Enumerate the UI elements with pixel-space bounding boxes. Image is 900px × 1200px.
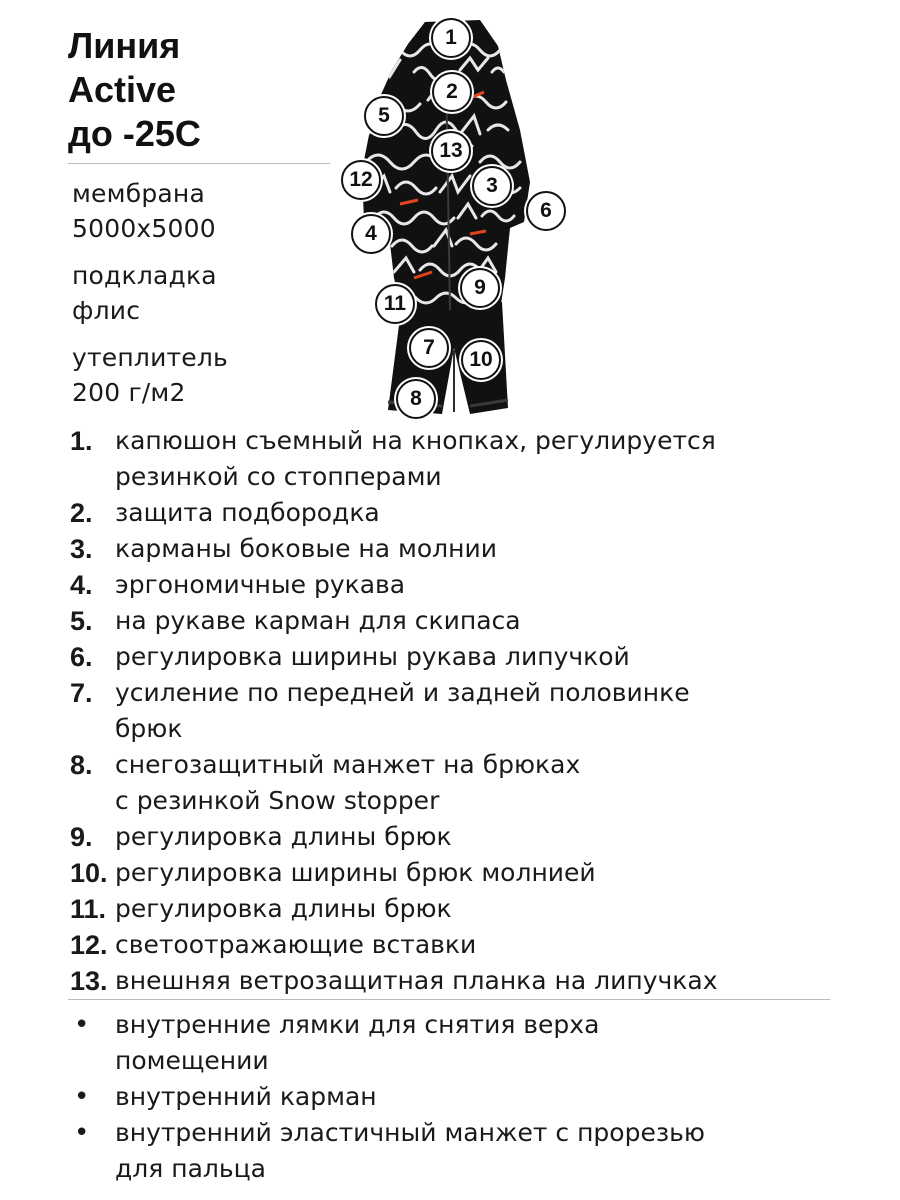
feature-text: регулировка длины брюк (115, 822, 452, 851)
feature-text: карманы боковые на молнии (115, 534, 497, 563)
spec-value: флис (72, 296, 141, 325)
extra-feature-item (70, 1079, 890, 1115)
feature-text: резинкой со стопперами (115, 462, 442, 491)
spec-label: подкладка (72, 261, 217, 290)
feature-text: эргономичные рукава (115, 570, 406, 599)
feature-item (70, 855, 890, 891)
callout-marker: 2 (432, 72, 472, 112)
feature-item (70, 927, 890, 963)
feature-text: брюк (115, 714, 183, 743)
feature-text: внешняя ветрозащитная планка на липучках (115, 966, 718, 995)
callout-marker: 9 (460, 268, 500, 308)
callout-marker: 6 (526, 191, 566, 231)
product-line-title (68, 24, 201, 156)
extra-feature-item (70, 1115, 890, 1187)
feature-number: 13. (70, 966, 108, 996)
callout-marker: 11 (375, 284, 415, 324)
callout-marker: 7 (409, 328, 449, 368)
spec-label: мембрана (72, 179, 205, 208)
bullet-icon: • (74, 1118, 90, 1148)
feature-number: 3. (70, 534, 93, 564)
feature-number: 11. (70, 894, 107, 924)
bullet-icon: • (74, 1010, 90, 1040)
feature-item (70, 423, 890, 495)
callout-marker: 1 (431, 18, 471, 58)
title-divider (68, 163, 330, 164)
feature-text: светоотражающие вставки (115, 930, 477, 959)
extra-feature-text: для пальца (115, 1154, 266, 1183)
feature-item (70, 495, 890, 531)
feature-number: 12. (70, 930, 108, 960)
callout-marker: 3 (472, 166, 512, 206)
extra-feature-text: помещении (115, 1046, 269, 1075)
feature-item (70, 603, 890, 639)
callout-marker: 10 (461, 340, 501, 380)
bullet-icon: • (74, 1082, 90, 1112)
feature-text: на рукаве карман для скипаса (115, 606, 521, 635)
feature-item (70, 963, 890, 999)
feature-text: регулировка ширины брюк молнией (115, 858, 596, 887)
callout-marker: 13 (431, 131, 471, 171)
feature-item (70, 639, 890, 675)
spec-lining (72, 258, 228, 328)
spec-insulation (72, 340, 228, 410)
spec-value: 200 г/м2 (72, 378, 186, 407)
feature-text: снегозащитный манжет на брюках (115, 750, 581, 779)
feature-text: регулировка длины брюк (115, 894, 452, 923)
feature-number: 9. (70, 822, 93, 852)
feature-text: с резинкой Snow stopper (115, 786, 440, 815)
feature-number: 2. (70, 498, 93, 528)
feature-number: 4. (70, 570, 93, 600)
feature-item (70, 891, 890, 927)
feature-item (70, 567, 890, 603)
section-divider (68, 999, 830, 1000)
feature-number: 5. (70, 606, 93, 636)
feature-number: 8. (70, 750, 93, 780)
feature-text: усиление по передней и задней половинке (115, 678, 690, 707)
feature-number: 1. (70, 426, 93, 456)
feature-number: 7. (70, 678, 93, 708)
feature-text: капюшон съемный на кнопках, регулируется (115, 426, 716, 455)
title-line: до -25С (68, 113, 201, 154)
callout-marker: 12 (341, 160, 381, 200)
spec-value: 5000х5000 (72, 214, 216, 243)
feature-text: регулировка ширины рукава липучкой (115, 642, 630, 671)
spec-label: утеплитель (72, 343, 228, 372)
spec-membrane (72, 176, 228, 246)
feature-item (70, 675, 890, 747)
feature-number: 6. (70, 642, 93, 672)
callout-marker: 8 (396, 379, 436, 419)
extra-feature-item (70, 1007, 890, 1079)
title-line: Active (68, 69, 177, 110)
spec-list (72, 176, 228, 422)
feature-list (70, 423, 890, 999)
title-line: Линия (68, 25, 181, 66)
extra-features-list (70, 1007, 890, 1187)
extra-feature-text: внутренний эластичный манжет с прорезью (115, 1118, 705, 1147)
feature-item (70, 819, 890, 855)
feature-item (70, 531, 890, 567)
feature-text: защита подбородка (115, 498, 380, 527)
feature-number: 10. (70, 858, 108, 888)
callout-marker: 5 (364, 96, 404, 136)
extra-feature-text: внутренний карман (115, 1082, 377, 1111)
callout-marker: 4 (351, 214, 391, 254)
extra-feature-text: внутренние лямки для снятия верха (115, 1010, 600, 1039)
feature-item (70, 747, 890, 819)
